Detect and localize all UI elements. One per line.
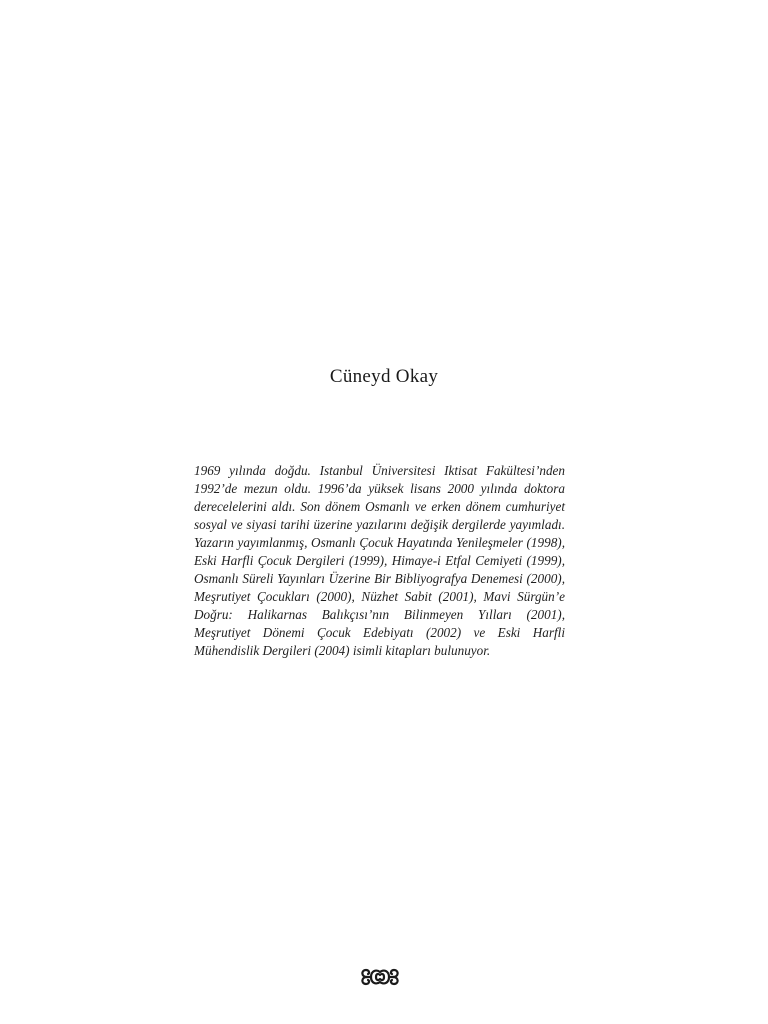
decorative-knot-ornament-icon [359, 966, 401, 988]
author-biography: 1969 yılında doğdu. Istanbul Üniversitesi Iktisat Fakültesi’nden 1992’de mezun oldu. 1996’da yüksek lisans 2000 yılında doktora derecelelerini aldı. Son dönem Osmanlı ve erken dönem cumhuriyet sosyal ve siyasi tarihi üzerine yazılarını değişik dergilerde yayımladı. Yazarın yayımlanmış, Osmanlı Çocuk Hayatında Yenileşmeler (1998), Eski Harfli Çocuk Dergileri (1999), Himaye-i Etfal Cemiyeti (1999), Osmanlı Süreli Yayınları Üzerine Bir Bibliyografya Denemesi (2000), Meşrutiyet Çocukları (2000), Nüzhet Sabit (2001), Mavi Sürgün’e Doğru: Halikarnas Balıkçısı’nın Bilinmeyen Yılları (2001), Meşrutiyet Dönemi Çocuk Edebiyatı (2002) ve Eski Harfli Mühendislik Dergileri (2004) isimli kitapları bulunuyor. [194, 463, 565, 658]
author-name-heading: Cüneyd Okay [329, 366, 439, 387]
